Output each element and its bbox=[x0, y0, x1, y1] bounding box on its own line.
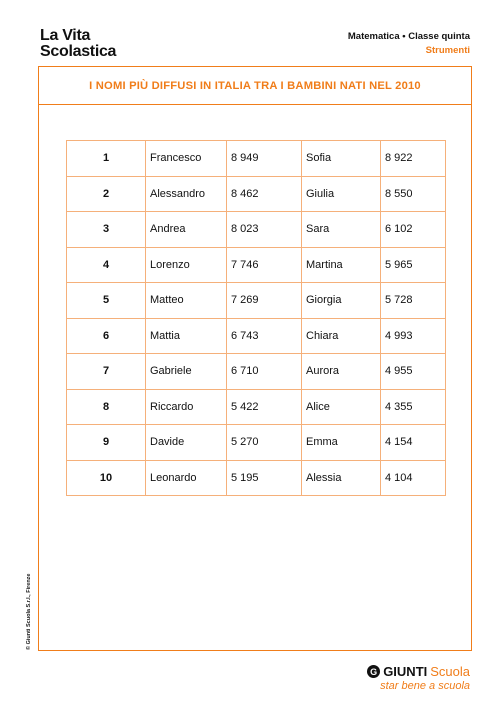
girl-count-cell: 4 955 bbox=[381, 354, 446, 390]
subject-label: Matematica • Classe quinta bbox=[347, 31, 470, 42]
girl-name-cell: Giulia bbox=[302, 176, 381, 212]
header-info bbox=[348, 30, 470, 58]
publisher-brand bbox=[367, 664, 470, 692]
rank-cell: 6 bbox=[67, 318, 146, 354]
table-row bbox=[67, 354, 446, 390]
section-label: Strumenti bbox=[425, 45, 470, 56]
girl-count-cell: 8 922 bbox=[381, 141, 446, 177]
girl-name-cell: Aurora bbox=[302, 354, 381, 390]
boy-name-cell: Leonardo bbox=[146, 460, 227, 496]
rank-cell: 10 bbox=[67, 460, 146, 496]
names-table bbox=[66, 140, 446, 496]
girl-name-cell: Martina bbox=[302, 247, 381, 283]
rank-cell: 5 bbox=[67, 283, 146, 319]
boy-name-cell: Mattia bbox=[146, 318, 227, 354]
brand-tagline: star bene a scuola bbox=[380, 680, 470, 692]
title-divider bbox=[39, 104, 471, 105]
logo-text-2: Scolastica bbox=[40, 43, 117, 60]
boy-count-cell: 6 710 bbox=[227, 354, 302, 390]
boy-count-cell: 7 269 bbox=[227, 283, 302, 319]
rank-cell: 8 bbox=[67, 389, 146, 425]
publication-logo bbox=[40, 28, 116, 60]
table-row bbox=[67, 141, 446, 177]
girl-count-cell: 4 355 bbox=[381, 389, 446, 425]
brand-logo bbox=[367, 664, 470, 679]
boy-name-cell: Davide bbox=[146, 425, 227, 461]
boy-count-cell: 6 743 bbox=[227, 318, 302, 354]
page-title: I NOMI PIÙ DIFFUSI IN ITALIA TRA I BAMBINI NATI NEL 2010 bbox=[89, 80, 421, 92]
logo-text-1: La Vita bbox=[40, 27, 91, 44]
girl-count-cell: 4 154 bbox=[381, 425, 446, 461]
boy-name-cell: Alessandro bbox=[146, 176, 227, 212]
brand-circle-icon: G bbox=[367, 665, 380, 678]
table-row bbox=[67, 389, 446, 425]
table-row bbox=[67, 425, 446, 461]
rank-cell: 2 bbox=[67, 176, 146, 212]
girl-name-cell: Chiara bbox=[302, 318, 381, 354]
girl-count-cell: 8 550 bbox=[381, 176, 446, 212]
boy-count-cell: 5 270 bbox=[227, 425, 302, 461]
girl-name-cell: Giorgia bbox=[302, 283, 381, 319]
boy-name-cell: Gabriele bbox=[146, 354, 227, 390]
boy-count-cell: 8 023 bbox=[227, 212, 302, 248]
boy-name-cell: Lorenzo bbox=[146, 247, 227, 283]
boy-name-cell: Andrea bbox=[146, 212, 227, 248]
rank-cell: 3 bbox=[67, 212, 146, 248]
logo-line-2 bbox=[40, 44, 116, 60]
rank-cell: 7 bbox=[67, 354, 146, 390]
table-row bbox=[67, 247, 446, 283]
table-row bbox=[67, 283, 446, 319]
rank-cell: 1 bbox=[67, 141, 146, 177]
boy-name-cell: Riccardo bbox=[146, 389, 227, 425]
content-frame bbox=[38, 66, 472, 651]
girl-name-cell: Alice bbox=[302, 389, 381, 425]
boy-count-cell: 5 195 bbox=[227, 460, 302, 496]
girl-name-cell: Sara bbox=[302, 212, 381, 248]
girl-name-cell: Alessia bbox=[302, 460, 381, 496]
table-row bbox=[67, 176, 446, 212]
boy-count-cell: 8 949 bbox=[227, 141, 302, 177]
brand-name-part-2: Scuola bbox=[430, 664, 470, 679]
boy-count-cell: 7 746 bbox=[227, 247, 302, 283]
copyright-notice: © Giunti Scuola S.r.l., Firenze bbox=[26, 573, 32, 650]
brand-name-part-1: GIUNTI bbox=[383, 664, 428, 679]
boy-count-cell: 8 462 bbox=[227, 176, 302, 212]
boy-count-cell: 5 422 bbox=[227, 389, 302, 425]
rank-cell: 4 bbox=[67, 247, 146, 283]
boy-name-cell: Matteo bbox=[146, 283, 227, 319]
girl-count-cell: 4 993 bbox=[381, 318, 446, 354]
girl-count-cell: 5 965 bbox=[381, 247, 446, 283]
girl-name-cell: Emma bbox=[302, 425, 381, 461]
table-row bbox=[67, 212, 446, 248]
girl-name-cell: Sofia bbox=[302, 141, 381, 177]
girl-count-cell: 5 728 bbox=[381, 283, 446, 319]
rank-cell: 9 bbox=[67, 425, 146, 461]
boy-name-cell: Francesco bbox=[146, 141, 227, 177]
girl-count-cell: 6 102 bbox=[381, 212, 446, 248]
logo-line-1 bbox=[40, 28, 116, 44]
table-row bbox=[67, 318, 446, 354]
girl-count-cell: 4 104 bbox=[381, 460, 446, 496]
table-row bbox=[67, 460, 446, 496]
